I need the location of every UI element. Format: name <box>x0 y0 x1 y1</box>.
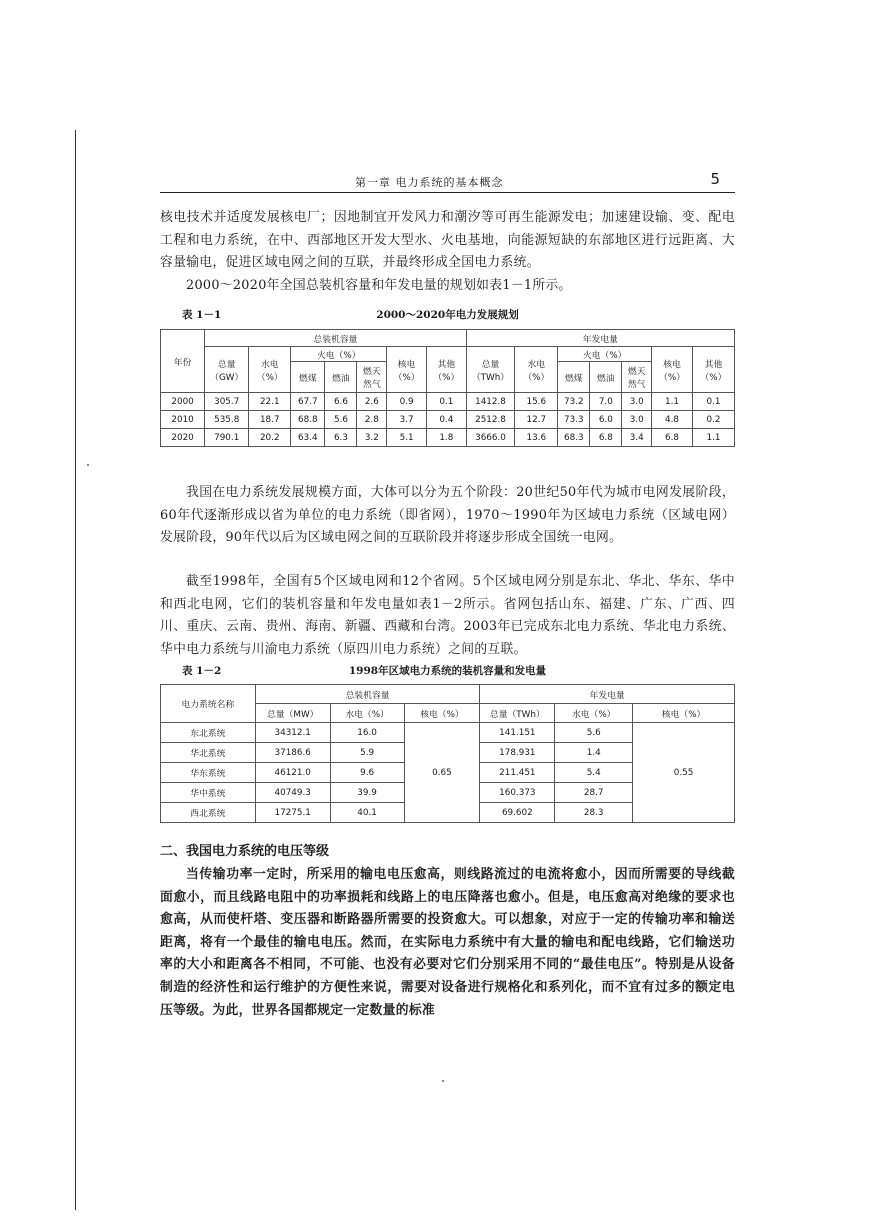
cell: 6.8 <box>590 429 622 447</box>
header-total-gw: 总量 （GW） <box>205 347 249 393</box>
header-total-twh: 总量 （TWh） <box>466 347 515 393</box>
cell: 63.4 <box>291 429 325 447</box>
header-hydro-gen: 水电（%） <box>555 704 633 723</box>
cell: 0.1 <box>692 393 734 411</box>
cell: 0.4 <box>426 411 466 429</box>
cell: 68.3 <box>558 429 590 447</box>
header-gas-gen: 燃天 然气 <box>622 362 652 393</box>
header-hydro: 水电 （%） <box>249 347 291 393</box>
cell: 16.0 <box>330 723 404 743</box>
header-thermal-gen: 火电（%） <box>558 347 652 362</box>
table1-caption <box>160 307 735 323</box>
cell-nuclear-capacity: 0.65 <box>404 723 480 823</box>
table-row <box>161 723 735 743</box>
page-number: 5 <box>710 170 721 188</box>
header-thermal: 火电（%） <box>291 347 387 362</box>
cell: 141.151 <box>480 723 555 743</box>
cell: 2.8 <box>357 411 387 429</box>
header-year: 年份 <box>161 330 205 393</box>
header-generation-group: 年发电量 <box>466 330 734 347</box>
header-coal-gen: 燃煤 <box>558 362 590 393</box>
cell: 305.7 <box>205 393 249 411</box>
cell: 4.8 <box>652 411 693 429</box>
cell: 6.8 <box>652 429 693 447</box>
cell: 67.7 <box>291 393 325 411</box>
cell: 1.8 <box>426 429 466 447</box>
header-hydro: 水电（%） <box>330 704 404 723</box>
cell-system-name: 华东系统 <box>161 763 256 783</box>
header-generation-group: 年发电量 <box>480 685 735 704</box>
cell: 28.7 <box>555 783 633 803</box>
table2-label: 表 1－2 <box>182 665 222 677</box>
cell: 17275.1 <box>255 803 330 823</box>
cell: 5.6 <box>325 411 357 429</box>
paragraph-2: 2000～2020年全国总装机容量和年发电量的规划如表1－1所示。 <box>186 278 572 293</box>
cell: 5.1 <box>387 429 427 447</box>
cell: 211.451 <box>480 763 555 783</box>
cell: 39.9 <box>330 783 404 803</box>
header-other: 其他 （%） <box>426 347 466 393</box>
cell: 790.1 <box>205 429 249 447</box>
cell: 40.1 <box>330 803 404 823</box>
cell: 2010 <box>161 411 205 429</box>
scan-speck <box>442 1080 444 1082</box>
table-row <box>161 411 735 429</box>
cell: 3.0 <box>622 393 652 411</box>
header-oil-gen: 燃油 <box>590 362 622 393</box>
cell: 40749.3 <box>255 783 330 803</box>
cell: 34312.1 <box>255 723 330 743</box>
cell: 46121.0 <box>255 763 330 783</box>
cell: 28.3 <box>555 803 633 823</box>
cell: 5.4 <box>555 763 633 783</box>
cell: 73.3 <box>558 411 590 429</box>
cell: 12.7 <box>515 411 558 429</box>
section-heading: 二、我国电力系统的电压等级 <box>160 844 330 859</box>
cell: 20.2 <box>249 429 291 447</box>
header-oil: 燃油 <box>325 362 357 393</box>
cell: 0.1 <box>426 393 466 411</box>
header-coal: 燃煤 <box>291 362 325 393</box>
paragraph-5: 当传输功率一定时，所采用的输电电压愈高，则线路流过的电流将愈小，因而所需要的导线截面愈小，而且线路电阻中的功率损耗和线路上的电压降落也愈小。但是，电压愈高对绝缘的要求也愈高，从而使杆塔、变压器和断路器所需要的投资愈大。可以想象，对应于一定的传输功率和输送距离，将有一个最佳的输电电压。然而，在实际电力系统中有大量的输电和配电线路，它们输送功率的大小和距离各不相同，不可能、也没有必要对它们分别采用不同的“最佳电压”。特别是从设备制造的经济性和运行维护的方便性来说，需要对设备进行规格化和系列化，而不宜有过多的额定电压等级。为此，世界各国都规定一定数量的标准 <box>160 867 735 1018</box>
scan-speck <box>87 464 89 466</box>
cell: 0.2 <box>692 411 734 429</box>
header-total-mw: 总量（MW） <box>255 704 330 723</box>
running-header <box>160 172 735 193</box>
header-nuclear-gen: 核电 （%） <box>652 347 693 393</box>
cell: 6.0 <box>590 411 622 429</box>
header-hydro-gen: 水电 （%） <box>515 347 558 393</box>
cell: 3.2 <box>357 429 387 447</box>
table-row <box>161 429 735 447</box>
paragraph-4: 截至1998年，全国有5个区域电网和12个省网。5个区域电网分别是东北、华北、华东、华中和西北电网，它们的装机容量和年发电量如表1－2所示。省网包括山东、福建、广东、广西、四川、重庆、云南、贵州、海南、新疆、西藏和台湾。2003年已完成东北电力系统、华北电力系统、华中电力系统与川渝电力系统（原四川电力系统）之间的互联。 <box>160 574 735 657</box>
table1-title: 2000～2020年电力发展规划 <box>376 309 519 321</box>
table-power-plan <box>160 329 735 447</box>
cell: 22.1 <box>249 393 291 411</box>
cell: 160.373 <box>480 783 555 803</box>
cell: 1.4 <box>555 743 633 763</box>
cell: 5.9 <box>330 743 404 763</box>
cell: 1.1 <box>652 393 693 411</box>
cell: 13.6 <box>515 429 558 447</box>
cell-system-name: 华北系统 <box>161 743 256 763</box>
cell-system-name: 华中系统 <box>161 783 256 803</box>
cell: 3.4 <box>622 429 652 447</box>
cell: 37186.6 <box>255 743 330 763</box>
header-capacity-group: 总装机容量 <box>205 330 467 347</box>
header-other-gen: 其他 （%） <box>692 347 734 393</box>
cell: 6.3 <box>325 429 357 447</box>
cell: 2.6 <box>357 393 387 411</box>
cell-system-name: 东北系统 <box>161 723 256 743</box>
cell: 3666.0 <box>466 429 515 447</box>
cell: 1412.8 <box>466 393 515 411</box>
page-gutter-line <box>75 130 76 1210</box>
header-system-name: 电力系统名称 <box>161 685 256 723</box>
cell-system-name: 西北系统 <box>161 803 256 823</box>
cell: 178.931 <box>480 743 555 763</box>
cell: 5.6 <box>555 723 633 743</box>
cell: 73.2 <box>558 393 590 411</box>
cell: 1.1 <box>692 429 734 447</box>
table1-label: 表 1－1 <box>182 309 222 321</box>
cell: 3.0 <box>622 411 652 429</box>
table2-title: 1998年区域电力系统的装机容量和发电量 <box>348 665 547 677</box>
table-regional-grids <box>160 684 735 823</box>
cell: 9.6 <box>330 763 404 783</box>
table2-caption <box>160 663 735 679</box>
cell: 2020 <box>161 429 205 447</box>
header-capacity-group: 总装机容量 <box>255 685 480 704</box>
cell: 7.0 <box>590 393 622 411</box>
cell: 68.8 <box>291 411 325 429</box>
cell: 535.8 <box>205 411 249 429</box>
chapter-title: 第一章 电力系统的基本概念 <box>355 176 504 189</box>
paragraph-1: 核电技术并适度发展核电厂；因地制宜开发风力和潮汐等可再生能源发电；加速建设输、变、配电工程和电力系统，在中、西部地区开发大型水、火电基地，向能源短缺的东部地区进行远距离、大容量输电，促进区域电网之间的互联，并最终形成全国电力系统。 <box>160 210 735 271</box>
header-nuclear-gen: 核电（%） <box>633 704 735 723</box>
cell: 18.7 <box>249 411 291 429</box>
header-gas: 燃天 然气 <box>357 362 387 393</box>
cell-nuclear-generation: 0.55 <box>633 723 735 823</box>
table-row <box>161 393 735 411</box>
cell: 3.7 <box>387 411 427 429</box>
header-total-twh: 总量（TWh） <box>480 704 555 723</box>
cell: 0.9 <box>387 393 427 411</box>
cell: 2512.8 <box>466 411 515 429</box>
cell: 15.6 <box>515 393 558 411</box>
cell: 2000 <box>161 393 205 411</box>
header-nuclear: 核电 （%） <box>387 347 427 393</box>
cell: 69.602 <box>480 803 555 823</box>
cell: 6.6 <box>325 393 357 411</box>
paragraph-3: 我国在电力系统发展规模方面，大体可以分为五个阶段：20世纪50年代为城市电网发展阶段，60年代逐渐形成以省为单位的电力系统（即省网），1970～1990年为区域电力系统（区域电网）发展阶段，90年代以后为区域电网之间的互联阶段并将逐步形成全国统一电网。 <box>160 485 735 546</box>
header-nuclear: 核电（%） <box>404 704 480 723</box>
